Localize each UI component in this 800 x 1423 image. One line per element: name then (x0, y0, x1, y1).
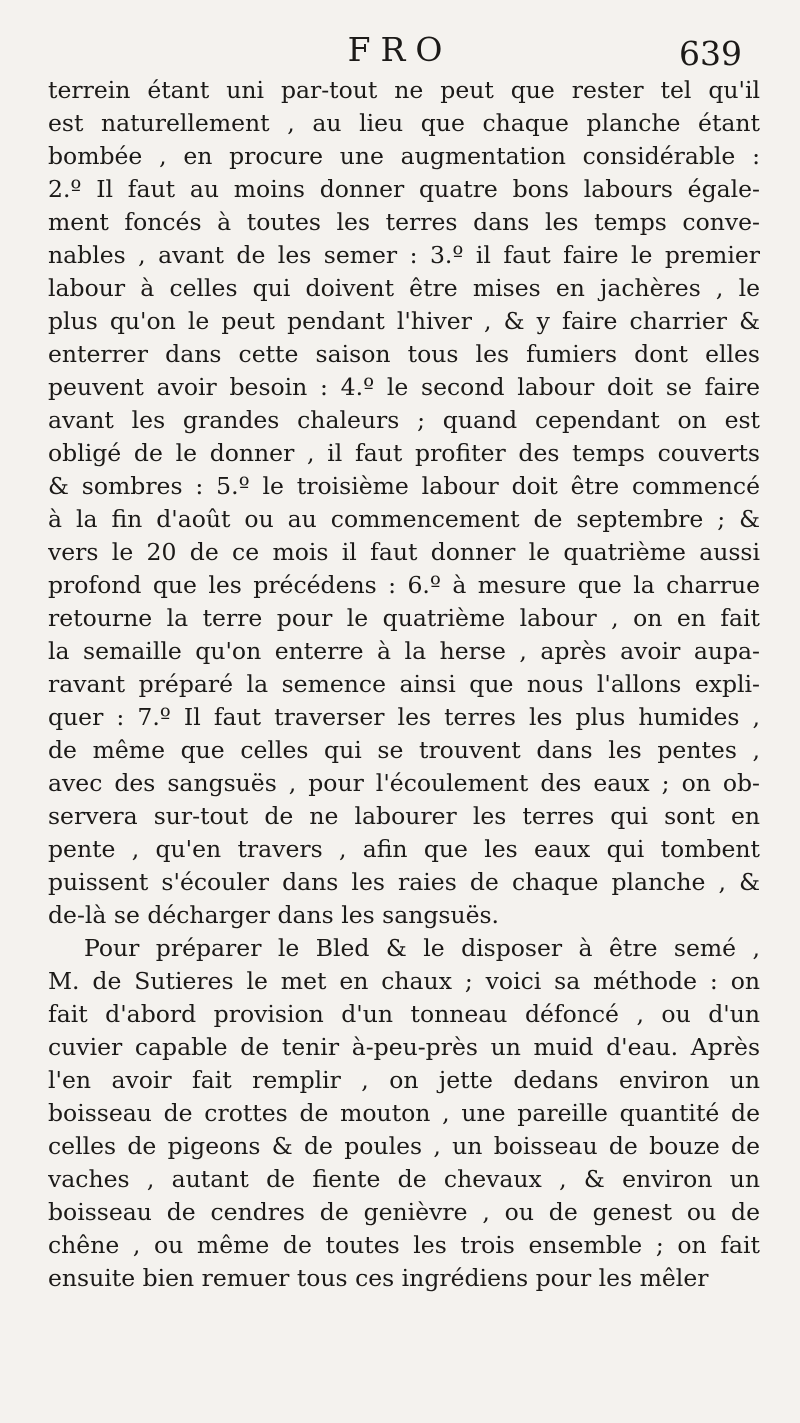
text-line: enterrer dans cette saison tous les fumiers dont elles (48, 340, 760, 368)
text-line: quer : 7.º Il faut traverser les terres les plus humides , (48, 703, 760, 731)
text-line: servera sur-tout de ne labourer les terres qui sont en (48, 802, 760, 830)
text-line: est naturellement , au lieu que chaque planche étant (48, 109, 760, 137)
text-line: avant les grandes chaleurs ; quand cependant on est (48, 406, 760, 434)
text-line: 2.º Il faut au moins donner quatre bons labours égale- (48, 175, 760, 203)
text-line: de même que celles qui se trouvent dans les pentes , (48, 736, 760, 764)
text-line: pente , qu'en travers , afin que les eaux qui tombent (48, 835, 760, 863)
text-line: cuvier capable de tenir à-peu-près un muid d'eau. Après (48, 1033, 760, 1061)
page-header (0, 28, 800, 78)
text-line: terrein étant uni par-tout ne peut que rester tel qu'il (48, 76, 760, 104)
text-line: à la fin d'août ou au commencement de septembre ; & (48, 505, 760, 533)
text-line: ensuite bien remuer tous ces ingrédiens pour les mêler (48, 1264, 709, 1292)
text-line: l'en avoir fait remplir , on jette dedans environ un (48, 1066, 760, 1094)
text-line: profond que les précédens : 6.º à mesure que la charrue (48, 571, 760, 599)
text-line: bombée , en procure une augmentation considérable : (48, 142, 760, 170)
text-line: M. de Sutieres le met en chaux ; voici sa méthode : on (48, 967, 760, 995)
text-line: fait d'abord provision d'un tonneau défoncé , ou d'un (48, 1000, 760, 1028)
text-line: vers le 20 de ce mois il faut donner le quatrième aussi (48, 538, 760, 566)
text-line: chêne , ou même de toutes les trois ensemble ; on fait (48, 1231, 760, 1259)
text-line: Pour préparer le Bled & le disposer à être semé , (84, 934, 760, 962)
text-line: boisseau de cendres de genièvre , ou de genest ou de (48, 1198, 760, 1226)
text-line: la semaille qu'on enterre à la herse , après avoir aupa- (48, 637, 760, 665)
text-line: ment foncés à toutes les terres dans les temps conve- (48, 208, 760, 236)
text-line: vaches , autant de fiente de chevaux , & environ un (48, 1165, 760, 1193)
text-line: & sombres : 5.º le troisième labour doit être commencé (48, 472, 760, 500)
text-line: retourne la terre pour le quatrième labour , on en fait (48, 604, 760, 632)
text-line: de-là se décharger dans les sangsuës. (48, 901, 500, 929)
body-text (48, 74, 760, 1295)
text-line: puissent s'écouler dans les raies de chaque planche , & (48, 868, 760, 896)
page-number: 639 (679, 34, 742, 73)
text-line: ravant préparé la semence ainsi que nous l'allons expli- (48, 670, 760, 698)
text-line: nables , avant de les semer : 3.º il faut faire le premier (48, 241, 760, 269)
text-line: peuvent avoir besoin : 4.º le second labour doit se faire (48, 373, 760, 401)
text-line: celles de pigeons & de poules , un boisseau de bouze de (48, 1132, 760, 1160)
text-line: labour à celles qui doivent être mises en jachères , le (48, 274, 760, 302)
text-line: obligé de le donner , il faut profiter des temps couverts (48, 439, 760, 467)
running-head: FRO (347, 30, 453, 69)
text-line: boisseau de crottes de mouton , une pareille quantité de (48, 1099, 760, 1127)
text-line: plus qu'on le peut pendant l'hiver , & y faire charrier & (48, 307, 760, 335)
text-line: avec des sangsuës , pour l'écoulement des eaux ; on ob- (48, 769, 760, 797)
